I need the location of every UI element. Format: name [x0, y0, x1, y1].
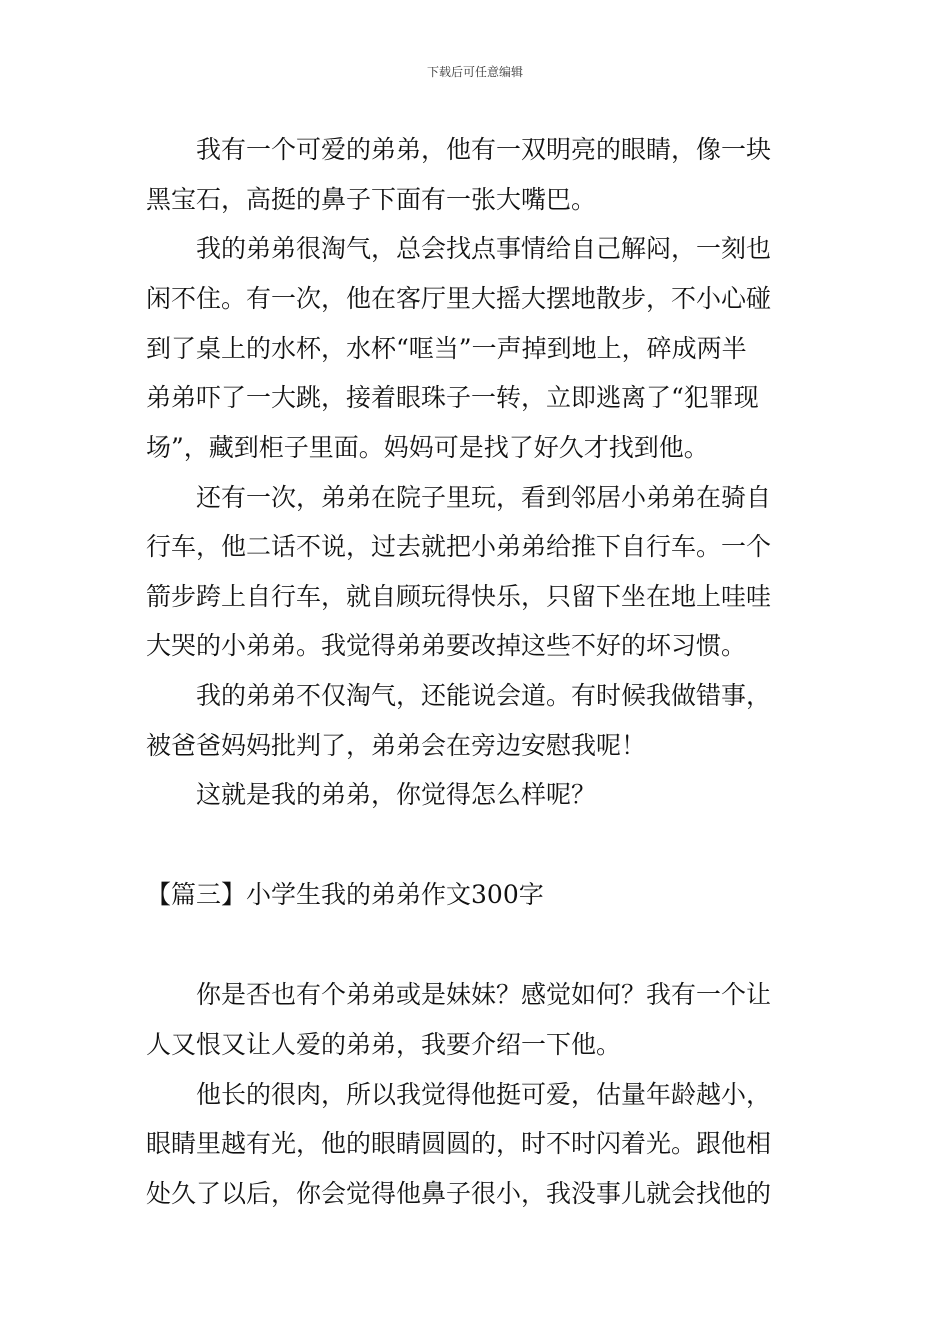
text-line: 你是否也有个弟弟或是妹妹？感觉如何？我有一个让 [196, 980, 772, 1009]
text-line: 大哭的小弟弟。我觉得弟弟要改掉这些不好的坏习惯。 [146, 631, 747, 660]
text-line: 闲不住。有一次，他在客厅里大摇大摆地散步，不小心碰 [146, 284, 772, 313]
text-line: 弟弟吓了一大跳，接着眼珠子一转，立即逃离了“犯罪现 [146, 383, 759, 412]
text-line: 还有一次，弟弟在院子里玩，看到邻居小弟弟在骑自 [196, 483, 772, 512]
text-line: 行车，他二话不说，过去就把小弟弟给推下自行车。一个 [146, 532, 772, 561]
text-line: 被爸爸妈妈批判了，弟弟会在旁边安慰我呢！ [146, 731, 647, 760]
text-line: 到了桌上的水杯，水杯“哐当”一声掉到地上，碎成两半 [146, 334, 747, 363]
text-line: 我有一个可爱的弟弟，他有一双明亮的眼睛，像一块 [196, 135, 772, 164]
text-line: 人又恨又让人爱的弟弟，我要介绍一下他。 [146, 1030, 622, 1059]
page-header: 下载后可任意编辑 [426, 65, 523, 79]
text-line: 黑宝石，高挺的鼻子下面有一张大嘴巴。 [146, 185, 597, 214]
text-line: 眼睛里越有光，他的眼睛圆圆的，时不时闪着光。跟他相 [146, 1129, 772, 1158]
text-line: 他长的很肉，所以我觉得他挺可爱，估量年龄越小， [196, 1080, 772, 1109]
text-line: 处久了以后，你会觉得他鼻子很小，我没事儿就会找他的 [146, 1179, 772, 1208]
text-line: 这就是我的弟弟，你觉得怎么样呢？ [196, 780, 597, 809]
section-heading: 【篇三】小学生我的弟弟作文300字 [146, 880, 544, 909]
text-line: 我的弟弟很淘气，总会找点事情给自己解闷，一刻也 [196, 234, 772, 263]
text-line: 场”，藏到柜子里面。妈妈可是找了好久才找到他。 [146, 433, 709, 462]
text-line: 我的弟弟不仅淘气，还能说会道。有时候我做错事， [196, 681, 772, 710]
text-line: 箭步跨上自行车，就自顾玩得快乐，只留下坐在地上哇哇 [146, 582, 772, 611]
